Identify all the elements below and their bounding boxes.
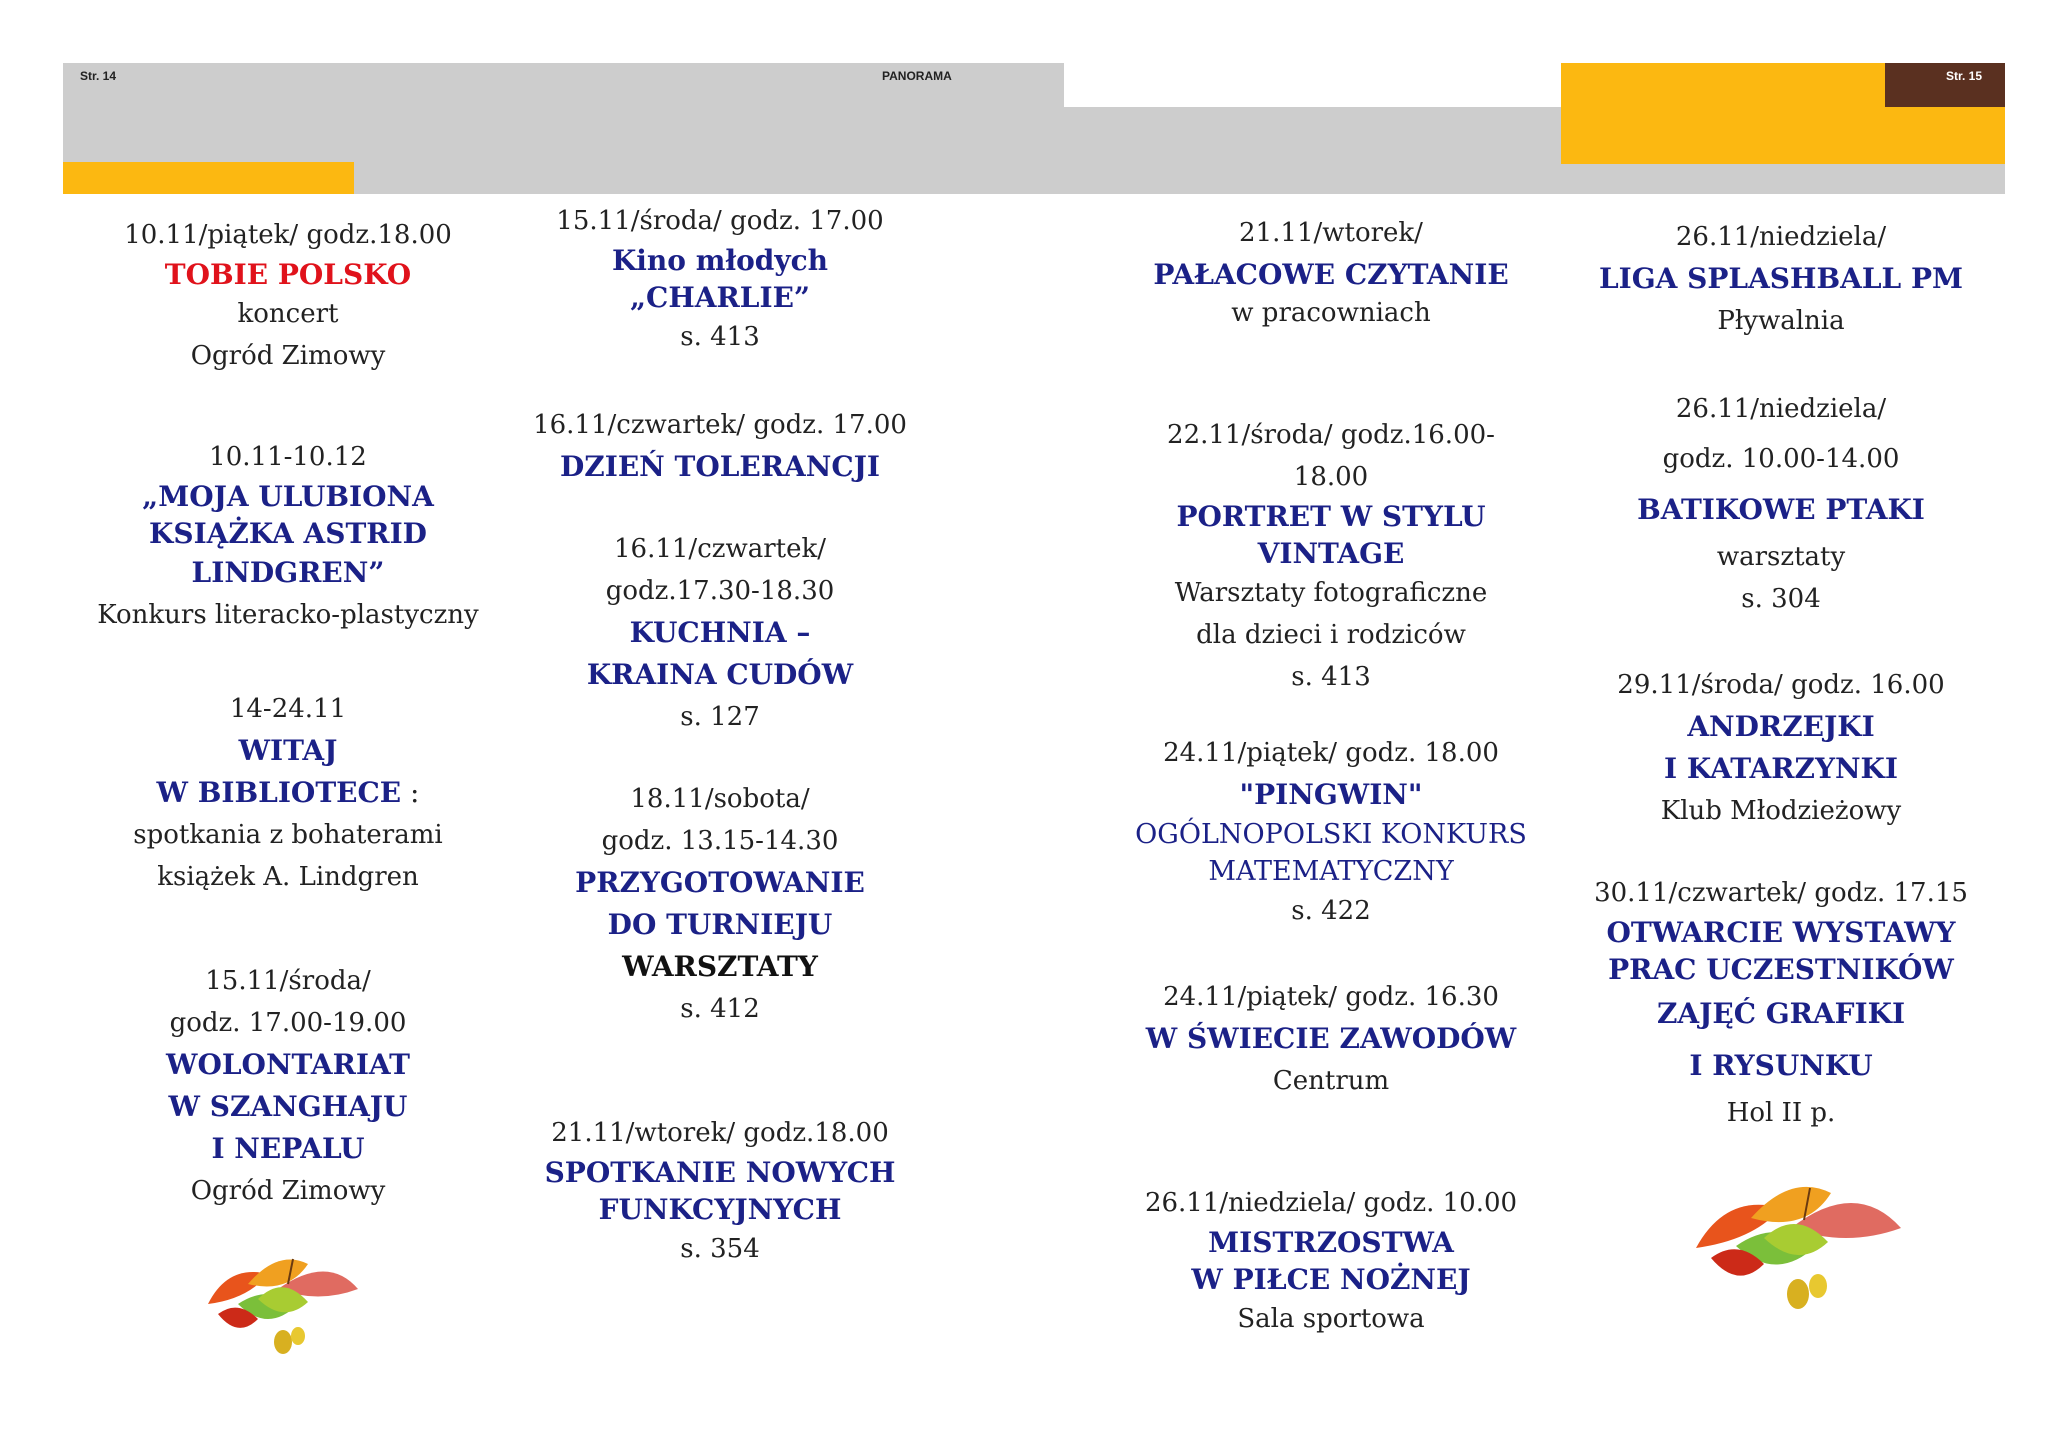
event-desc: Sala sportowa — [1237, 1304, 1425, 1334]
event-title: W BIBLIOTECE — [156, 776, 402, 809]
event-date: 15.11/środa/ — [205, 966, 371, 996]
event-date: 21.11/wtorek/ — [1239, 218, 1423, 248]
event-title-suffix: : — [401, 776, 420, 809]
event-title: Kino młodych — [611, 244, 829, 277]
event-title: VINTAGE — [1257, 537, 1405, 570]
event-date-time: godz. 17.00-19.00 — [169, 1008, 407, 1038]
event-date-time: godz. 10.00-14.00 — [1662, 444, 1900, 474]
event-title: DZIEŃ TOLERANCJI — [560, 450, 880, 483]
event-desc: s. 413 — [680, 322, 760, 352]
event-title: I NEPALU — [211, 1132, 365, 1165]
event-title: W SZANGHAJU — [168, 1090, 408, 1123]
event-title: OTWARCIE WYSTAWY — [1606, 916, 1956, 949]
event-date: 26.11/niedziela/ — [1675, 222, 1887, 252]
event-item — [1131, 732, 1531, 932]
event-date: 14-24.11 — [229, 694, 347, 724]
event-desc: Ogród Zimowy — [190, 341, 386, 371]
event-date: 24.11/piątek/ godz. 16.30 — [1163, 982, 1499, 1012]
event-title: MISTRZOSTWA — [1208, 1226, 1454, 1259]
event-item — [1581, 872, 1981, 1134]
event-title: PRAC UCZESTNIKÓW — [1608, 953, 1954, 986]
event-desc: s. 422 — [1291, 896, 1371, 926]
event-desc: książek A. Lindgren — [157, 862, 419, 892]
event-title: ANDRZEJKI — [1687, 710, 1875, 743]
event-item — [1581, 216, 1981, 342]
event-title-line — [88, 772, 488, 814]
event-desc: s. 413 — [1291, 662, 1371, 692]
event-title: LINDGREN” — [191, 556, 385, 589]
header-band-grey-middle — [1064, 107, 1561, 194]
header-band-brown — [1885, 63, 2005, 107]
event-desc: s. 354 — [680, 1234, 760, 1264]
event-title: TOBIE POLSKO — [164, 258, 412, 291]
event-title: "PINGWIN" — [1239, 778, 1423, 811]
page-number-left: Str. 14 — [80, 69, 117, 83]
event-date: 18.11/sobota/ — [630, 784, 810, 814]
event-date: 15.11/środa/ godz. 17.00 — [556, 206, 884, 236]
event-item — [520, 404, 920, 488]
event-title: I KATARZYNKI — [1664, 752, 1898, 785]
event-title: DO TURNIEJU — [607, 908, 833, 941]
event-date: 16.11/czwartek/ — [614, 534, 826, 564]
autumn-leaves-icon — [1676, 1168, 1906, 1316]
event-item — [1131, 414, 1531, 698]
event-item — [88, 688, 488, 898]
event-title: I RYSUNKU — [1689, 1049, 1873, 1082]
event-date: 24.11/piątek/ godz. 18.00 — [1163, 738, 1499, 768]
event-item — [88, 960, 488, 1212]
event-item — [1581, 384, 1981, 620]
event-date: 22.11/środa/ godz.16.00-18.00 — [1167, 420, 1495, 492]
event-desc: Klub Młodzieżowy — [1660, 796, 1902, 826]
event-title: PRZYGOTOWANIE — [575, 866, 865, 899]
event-date: 26.11/niedziela/ godz. 10.00 — [1144, 1188, 1518, 1218]
event-title: ZAJĘĆ GRAFIKI — [1656, 997, 1906, 1030]
event-title: PORTRET W STYLU — [1176, 500, 1486, 533]
event-desc: Ogród Zimowy — [190, 1176, 386, 1206]
header-band-grey-right — [1561, 164, 2005, 194]
event-desc: dla dzieci i rodziców — [1196, 620, 1466, 650]
event-desc: Warsztaty fotograficzne — [1174, 578, 1488, 608]
event-title: „MOJA ULUBIONA — [142, 480, 434, 513]
event-date: 30.11/czwartek/ godz. 17.15 — [1594, 878, 1968, 908]
event-desc: koncert — [237, 299, 339, 329]
event-date: 16.11/czwartek/ godz. 17.00 — [533, 410, 907, 440]
event-title: WOLONTARIAT — [166, 1048, 410, 1081]
autumn-leaves-icon — [188, 1244, 364, 1360]
page-number-right: Str. 15 — [1946, 69, 1983, 83]
event-title: KSIĄŻKA ASTRID — [149, 517, 427, 550]
event-date: 10.11-10.12 — [209, 442, 367, 472]
event-title: „CHARLIE” — [629, 281, 811, 314]
event-title: KUCHNIA – — [629, 616, 811, 649]
event-title: BATIKOWE PTAKI — [1637, 493, 1925, 526]
event-item — [1131, 212, 1531, 330]
event-title: WITAJ — [238, 734, 338, 767]
event-desc: w pracowniach — [1231, 298, 1431, 328]
event-desc: Pływalnia — [1717, 306, 1845, 336]
header-title: PANORAMA — [882, 69, 952, 83]
event-date: 26.11/niedziela/ — [1675, 394, 1887, 424]
event-item — [88, 436, 488, 636]
event-title: FUNKCYJNYCH — [598, 1193, 842, 1226]
event-title: SPOTKANIE NOWYCH — [544, 1156, 896, 1189]
event-item — [520, 200, 920, 358]
event-date-time: godz. 13.15-14.30 — [601, 826, 839, 856]
event-title: KRAINA CUDÓW — [586, 658, 854, 691]
event-title: W PIŁCE NOŻNEJ — [1191, 1263, 1471, 1296]
event-subtitle: MATEMATYCZNY — [1208, 856, 1454, 887]
event-desc: warsztaty — [1716, 542, 1846, 572]
event-date: 29.11/środa/ godz. 16.00 — [1617, 670, 1945, 700]
event-date: 21.11/wtorek/ godz.18.00 — [551, 1118, 889, 1148]
event-item — [520, 778, 920, 1030]
event-date-time: godz.17.30-18.30 — [605, 576, 835, 606]
event-item — [520, 1112, 920, 1270]
event-item — [1581, 664, 1981, 832]
event-title: PAŁACOWE CZYTANIE — [1153, 258, 1509, 291]
event-desc: Konkurs literacko-plastyczny — [97, 600, 479, 630]
event-title: LIGA SPLASHBALL PM — [1598, 262, 1964, 295]
event-desc: s. 412 — [680, 994, 760, 1024]
header-band-yellow-left — [63, 162, 354, 194]
event-subtitle: OGÓLNOPOLSKI KONKURS — [1135, 819, 1527, 850]
event-item — [88, 214, 488, 377]
event-desc: Hol II p. — [1726, 1098, 1836, 1128]
event-desc: Centrum — [1272, 1066, 1390, 1096]
event-item — [1131, 976, 1531, 1102]
event-item — [520, 528, 920, 738]
event-date: 10.11/piątek/ godz.18.00 — [124, 220, 452, 250]
event-desc: spotkania z bohaterami — [133, 820, 443, 850]
event-title: W ŚWIECIE ZAWODÓW — [1145, 1022, 1517, 1055]
event-desc: s. 304 — [1741, 584, 1821, 614]
event-item — [1131, 1182, 1531, 1340]
event-desc: s. 127 — [680, 702, 760, 732]
event-title-workshop: WARSZTATY — [622, 950, 818, 983]
